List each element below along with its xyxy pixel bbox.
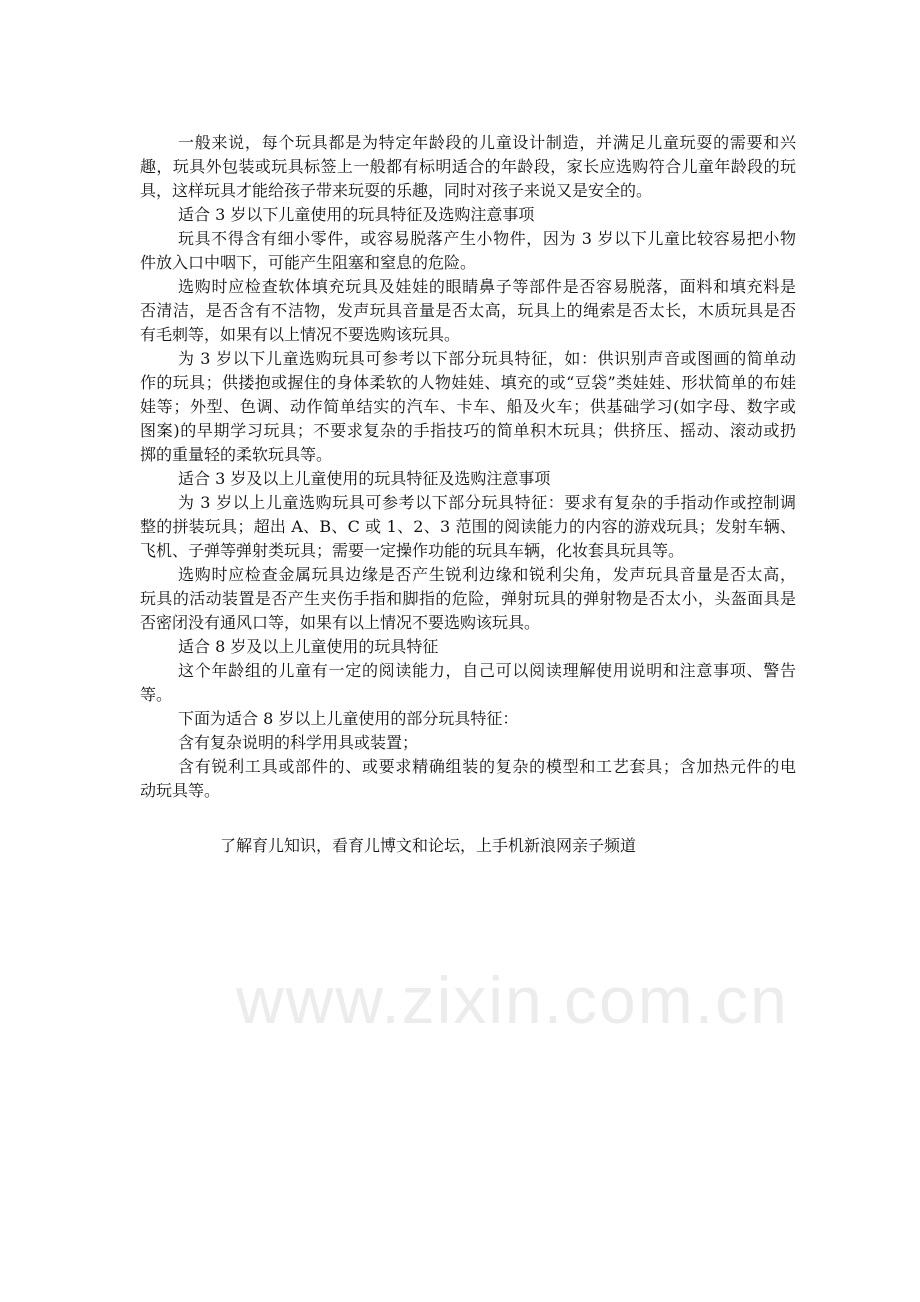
paragraph <box>140 227 796 275</box>
text-line: 否密闭没有通风口等，如果有以上情况不要选购该玩具。 <box>140 613 541 632</box>
text-line: 图案)的早期学习玩具；不要求复杂的手指技巧的简单积木玩具；供挤压、摇动、滚动或扔 <box>140 421 796 440</box>
text-line: 玩具不得含有细小零件，或容易脱落产生小物件，因为 3 岁以下儿童比较容易把小物 <box>178 229 796 248</box>
paragraph <box>140 563 796 635</box>
text-line: 件放入口中咽下，可能产生阻塞和窒息的危险。 <box>140 253 477 272</box>
paragraph <box>140 731 796 755</box>
text-line: 作的玩具；供搂抱或握住的身体柔软的人物娃娃、填充的或“豆袋”类娃娃、形状简单的布娃 <box>140 373 796 392</box>
paragraph <box>140 491 796 563</box>
document-body <box>140 0 796 803</box>
paragraph <box>140 707 796 731</box>
watermark: www.zixin.com.cn <box>236 963 789 1037</box>
text-line: 动玩具等。 <box>140 781 221 800</box>
text-line: 掷的重量轻的柔软玩具等。 <box>140 445 333 464</box>
text-line: 趣，玩具外包装或玩具标签上一般都有标明适合的年龄段，家长应选购符合儿童年龄段的玩 <box>140 157 796 176</box>
paragraph <box>140 635 796 659</box>
footer-note: 了解育儿知识，看育儿博文和论坛，上手机新浪网亲子频道 <box>220 836 637 855</box>
text-line: 等。 <box>140 685 173 704</box>
text-line: 选购时应检查软体填充玩具及娃娃的眼睛鼻子等部件是否容易脱落，面料和填充料是 <box>178 277 796 296</box>
text-line: 这个年龄组的儿童有一定的阅读能力，自己可以阅读理解使用说明和注意事项、警告 <box>178 661 796 680</box>
text-line: 整的拼装玩具；超出 A、B、C 或 1、2、3 范围的阅读能力的内容的游戏玩具；发射车辆、 <box>140 517 796 536</box>
text-line: 下面为适合 8 岁以上儿童使用的部分玩具特征： <box>178 709 519 728</box>
text-line: 适合 3 岁及以上儿童使用的玩具特征及选购注意事项 <box>178 469 551 488</box>
text-line: 含有复杂说明的科学用具或装置； <box>178 733 419 752</box>
text-line: 玩具的活动装置是否产生夹伤手指和脚指的危险，弹射玩具的弹射物是否太小，头盔面具是 <box>140 589 796 608</box>
text-line: 一般来说，每个玩具都是为特定年龄段的儿童设计制造，并满足儿童玩耍的需要和兴 <box>178 133 796 152</box>
paragraph <box>140 203 796 227</box>
paragraph <box>140 131 796 203</box>
text-line: 适合 8 岁及以上儿童使用的玩具特征 <box>178 637 439 656</box>
text-line: 为 3 岁以上儿童选购玩具可参考以下部分玩具特征：要求有复杂的手指动作或控制调 <box>178 493 796 512</box>
paragraph <box>140 659 796 707</box>
paragraph <box>140 347 796 467</box>
text-line: 飞机、子弹等弹射类玩具；需要一定操作功能的玩具车辆，化妆套具玩具等。 <box>140 541 685 560</box>
text-line: 有毛刺等，如果有以上情况不要选购该玩具。 <box>140 325 461 344</box>
paragraph <box>140 755 796 803</box>
text-line: 含有锐利工具或部件的、或要求精确组装的复杂的模型和工艺套具；含加热元件的电 <box>178 757 796 776</box>
text-line: 选购时应检查金属玩具边缘是否产生锐利边缘和锐利尖角，发声玩具音量是否太高， <box>178 565 796 584</box>
text-line: 否清洁，是否含有不洁物，发声玩具音量是否太高，玩具上的绳索是否太长，木质玩具是否 <box>140 301 796 320</box>
text-line: 娃等；外型、色调、动作简单结实的汽车、卡车、船及火车；供基础学习(如字母、数字或 <box>140 397 796 416</box>
paragraph <box>140 467 796 491</box>
text-line: 为 3 岁以下儿童选购玩具可参考以下部分玩具特征，如：供识别声音或图画的简单动 <box>178 349 796 368</box>
text-line: 适合 3 岁以下儿童使用的玩具特征及选购注意事项 <box>178 205 535 224</box>
text-line: 具，这样玩具才能给孩子带来玩耍的乐趣，同时对孩子来说又是安全的。 <box>140 181 653 200</box>
paragraph <box>140 275 796 347</box>
